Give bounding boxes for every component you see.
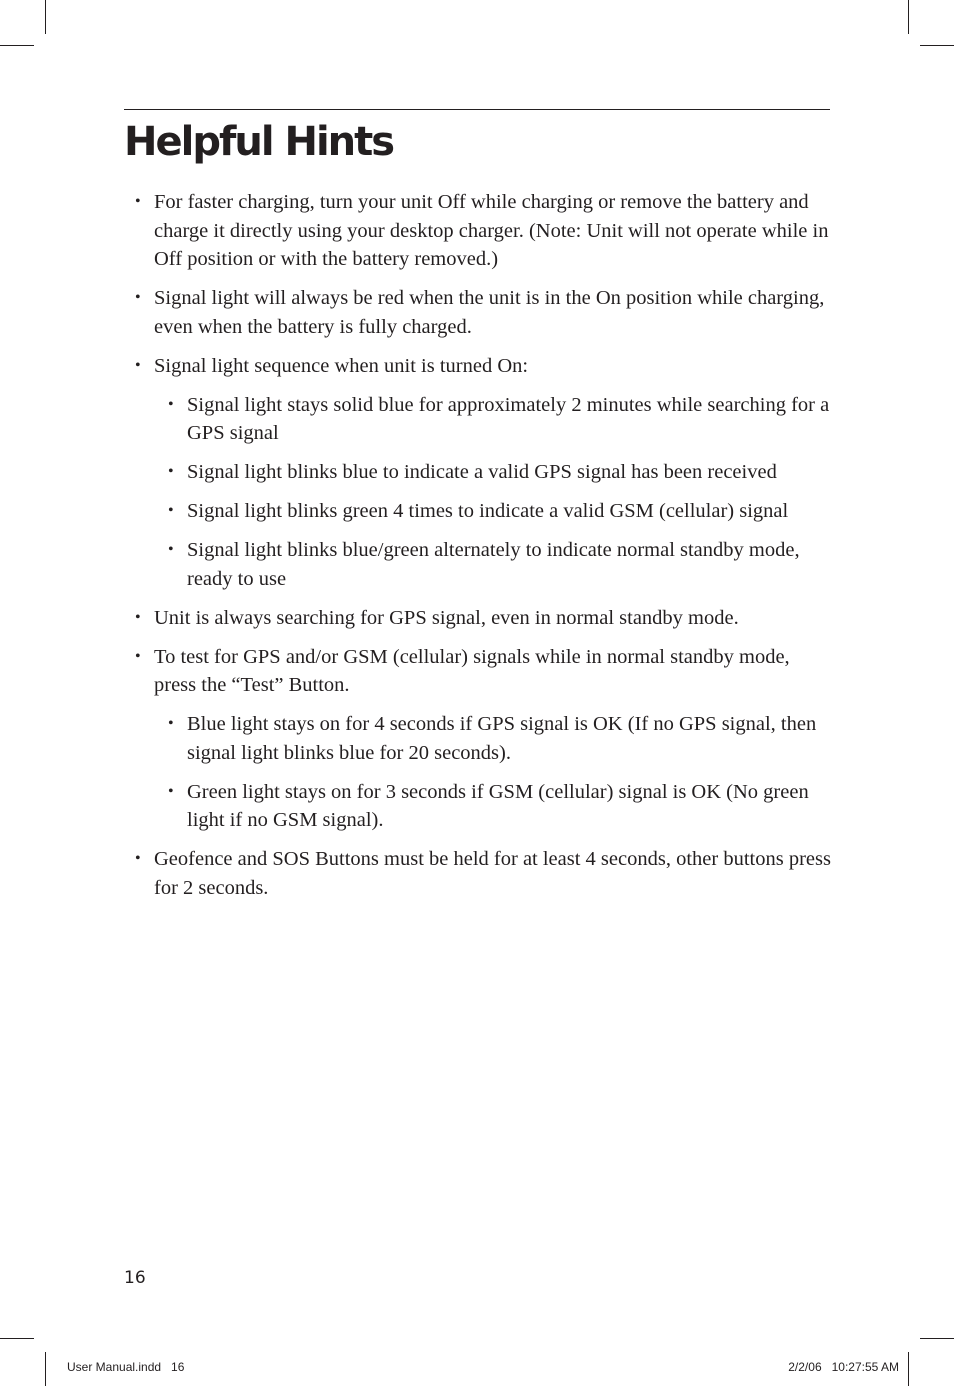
hint-item xyxy=(135,643,835,835)
sub-hint-item xyxy=(168,391,835,448)
sub-hint-item xyxy=(168,778,835,835)
header-rule xyxy=(124,109,830,110)
crop-mark-top-right-vertical xyxy=(908,0,909,34)
hint-item xyxy=(135,604,835,633)
crop-mark-bottom-left-vertical xyxy=(45,1352,46,1386)
sub-hint-text: Signal light stays solid blue for approximately 2 minutes while searching for a GPS signal xyxy=(187,393,830,444)
crop-mark-bottom-right-vertical xyxy=(908,1352,909,1386)
sub-hint-text: Signal light blinks green 4 times to indicate a valid GSM (cellular) signal xyxy=(187,500,789,522)
sub-hint-item xyxy=(168,458,835,487)
sub-hint-item xyxy=(168,497,835,526)
hint-text: Signal light will always be red when the unit is in the On position while charging, even when the battery is fully charged. xyxy=(154,287,825,338)
hint-item xyxy=(135,188,835,274)
hint-item xyxy=(135,352,835,594)
slug-file-info: User Manual.indd 16 xyxy=(67,1360,185,1374)
sub-hint-item xyxy=(168,536,835,593)
page-number: 16 xyxy=(124,1268,146,1288)
crop-mark-top-right-horizontal xyxy=(920,45,954,46)
hint-text: For faster charging, turn your unit Off while charging or remove the battery and charge it directly using your desktop charger. (Note: Unit will not operate while in Off position or with the battery removed.) xyxy=(154,191,829,270)
page-title: Helpful Hints xyxy=(124,119,394,165)
sub-hint-text: Signal light blinks blue/green alternately to indicate normal standby mode, ready to use xyxy=(187,539,800,590)
signal-sequence-list xyxy=(168,391,835,594)
crop-mark-top-left-vertical xyxy=(45,0,46,34)
hint-text: Signal light sequence when unit is turned On: xyxy=(154,354,529,377)
hint-item xyxy=(135,845,835,902)
sub-hint-text: Blue light stays on for 4 seconds if GPS signal is OK (If no GPS signal, then signal light blinks blue for 20 seconds). xyxy=(187,713,817,764)
hint-item xyxy=(135,284,835,341)
crop-mark-bottom-right-horizontal xyxy=(920,1338,954,1339)
sub-hint-item xyxy=(168,710,835,767)
hints-list xyxy=(135,188,835,902)
slug-timestamp: 2/2/06 10:27:55 AM xyxy=(788,1360,899,1374)
crop-mark-bottom-left-horizontal xyxy=(0,1338,34,1339)
hint-text: Unit is always searching for GPS signal, even in normal standby mode. xyxy=(154,606,739,629)
hints-content xyxy=(135,188,835,913)
sub-hint-text: Green light stays on for 3 seconds if GSM (cellular) signal is OK (No green light if no GSM signal). xyxy=(187,780,809,831)
hint-text: Geofence and SOS Buttons must be held for at least 4 seconds, other buttons press for 2 seconds. xyxy=(154,848,831,899)
test-button-list xyxy=(168,710,835,835)
sub-hint-text: Signal light blinks blue to indicate a valid GPS signal has been received xyxy=(187,461,777,483)
hint-text: To test for GPS and/or GSM (cellular) signals while in normal standby mode, press the “Test” Button. xyxy=(154,645,790,696)
crop-mark-top-left-horizontal xyxy=(0,45,34,46)
